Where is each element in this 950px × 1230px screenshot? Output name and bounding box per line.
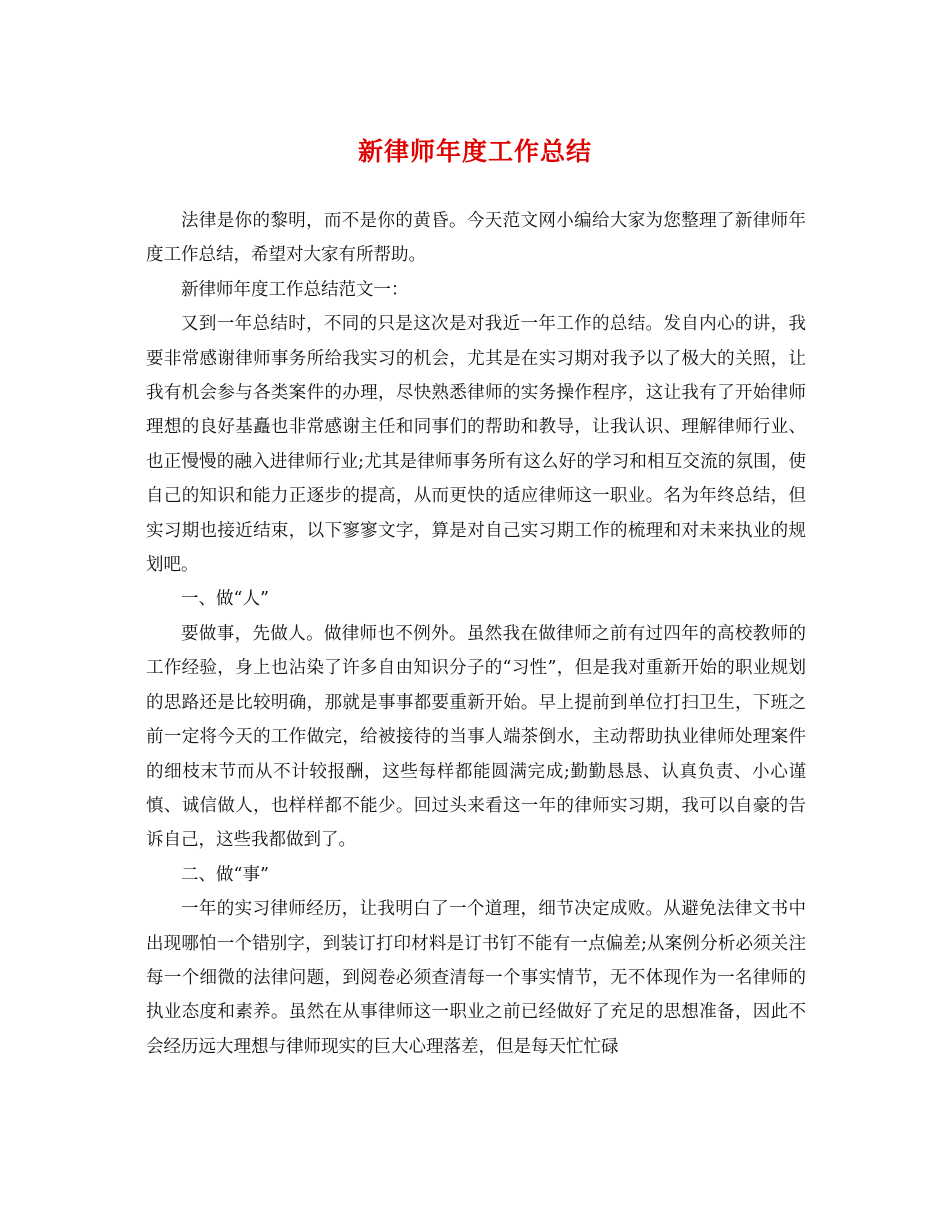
paragraph-opening: 又到一年总结时，不同的只是这次是对我近一年工作的总结。发自内心的讲，我要非常感谢律师事务所给我实习的机会，尤其是在实习期对我予以了极大的关照，让我有机会参与各类案件的办理，尽快熟悉律师的实务操作程序，这让我有了开始律师理想的良好基矗也非常感谢主任和同事们的帮助和教导，让我认识、理解律师行业、也正慢慢的融入进律师行业;尤其是律师事务所有这么好的学习和相互交流的氛围，使自己的知识和能力正逐步的提高，从而更快的适应律师这一职业。名为年终总结，但实习期也接近结束，以下寥寥文字，算是对自己实习期工作的梳理和对未来执业的规划吧。 — [146, 314, 806, 576]
paragraph-subheading: 新律师年度工作总结范文一： — [181, 279, 409, 300]
paragraph-work: 一年的实习律师经历，让我明白了一个道理，细节决定成败。从避免法律文书中出现哪怕一个错别字，到装订打印材料是订书钉不能有一点偏差;从案例分析必须关注每一个细微的法律问题，到阅卷必须查清每一个事实情节，无不体现作为一名律师的执业态度和素养。虽然在从事律师这一职业之前已经做好了充足的思想准备，因此不会经历远大理想与律师现实的巨大心理落差，但是每天忙忙碌 — [146, 899, 806, 1057]
section-heading-work: 二、做“事” — [181, 864, 269, 885]
paragraph-person: 要做事，先做人。做律师也不例外。虽然我在做律师之前有过四年的高校教师的工作经验，身上也沾染了许多自由知识分子的“习性”，但是我对重新开始的职业规划的思路还是比较明确，那就是事事都要重新开始。早上提前到单位打扫卫生，下班之前一定将今天的工作做完，给被接待的当事人端茶倒水，主动帮助执业律师处理案件的细枝末节而从不计较报酬，这些每样都能圆满完成;勤勤恳恳、认真负责、小心谨慎、诚信做人，也样样都不能少。回过头来看这一年的律师实习期，我可以自豪的告诉自己，这些我都做到了。 — [146, 623, 806, 851]
document-body — [146, 204, 806, 1064]
paragraph-intro: 法律是你的黎明，而不是你的黄昏。今天范文网小编给大家为您整理了新律师年度工作总结，希望对大家有所帮助。 — [146, 211, 806, 266]
section-heading-person: 一、做“人” — [181, 589, 269, 610]
document-title: 新律师年度工作总结 — [357, 137, 592, 166]
